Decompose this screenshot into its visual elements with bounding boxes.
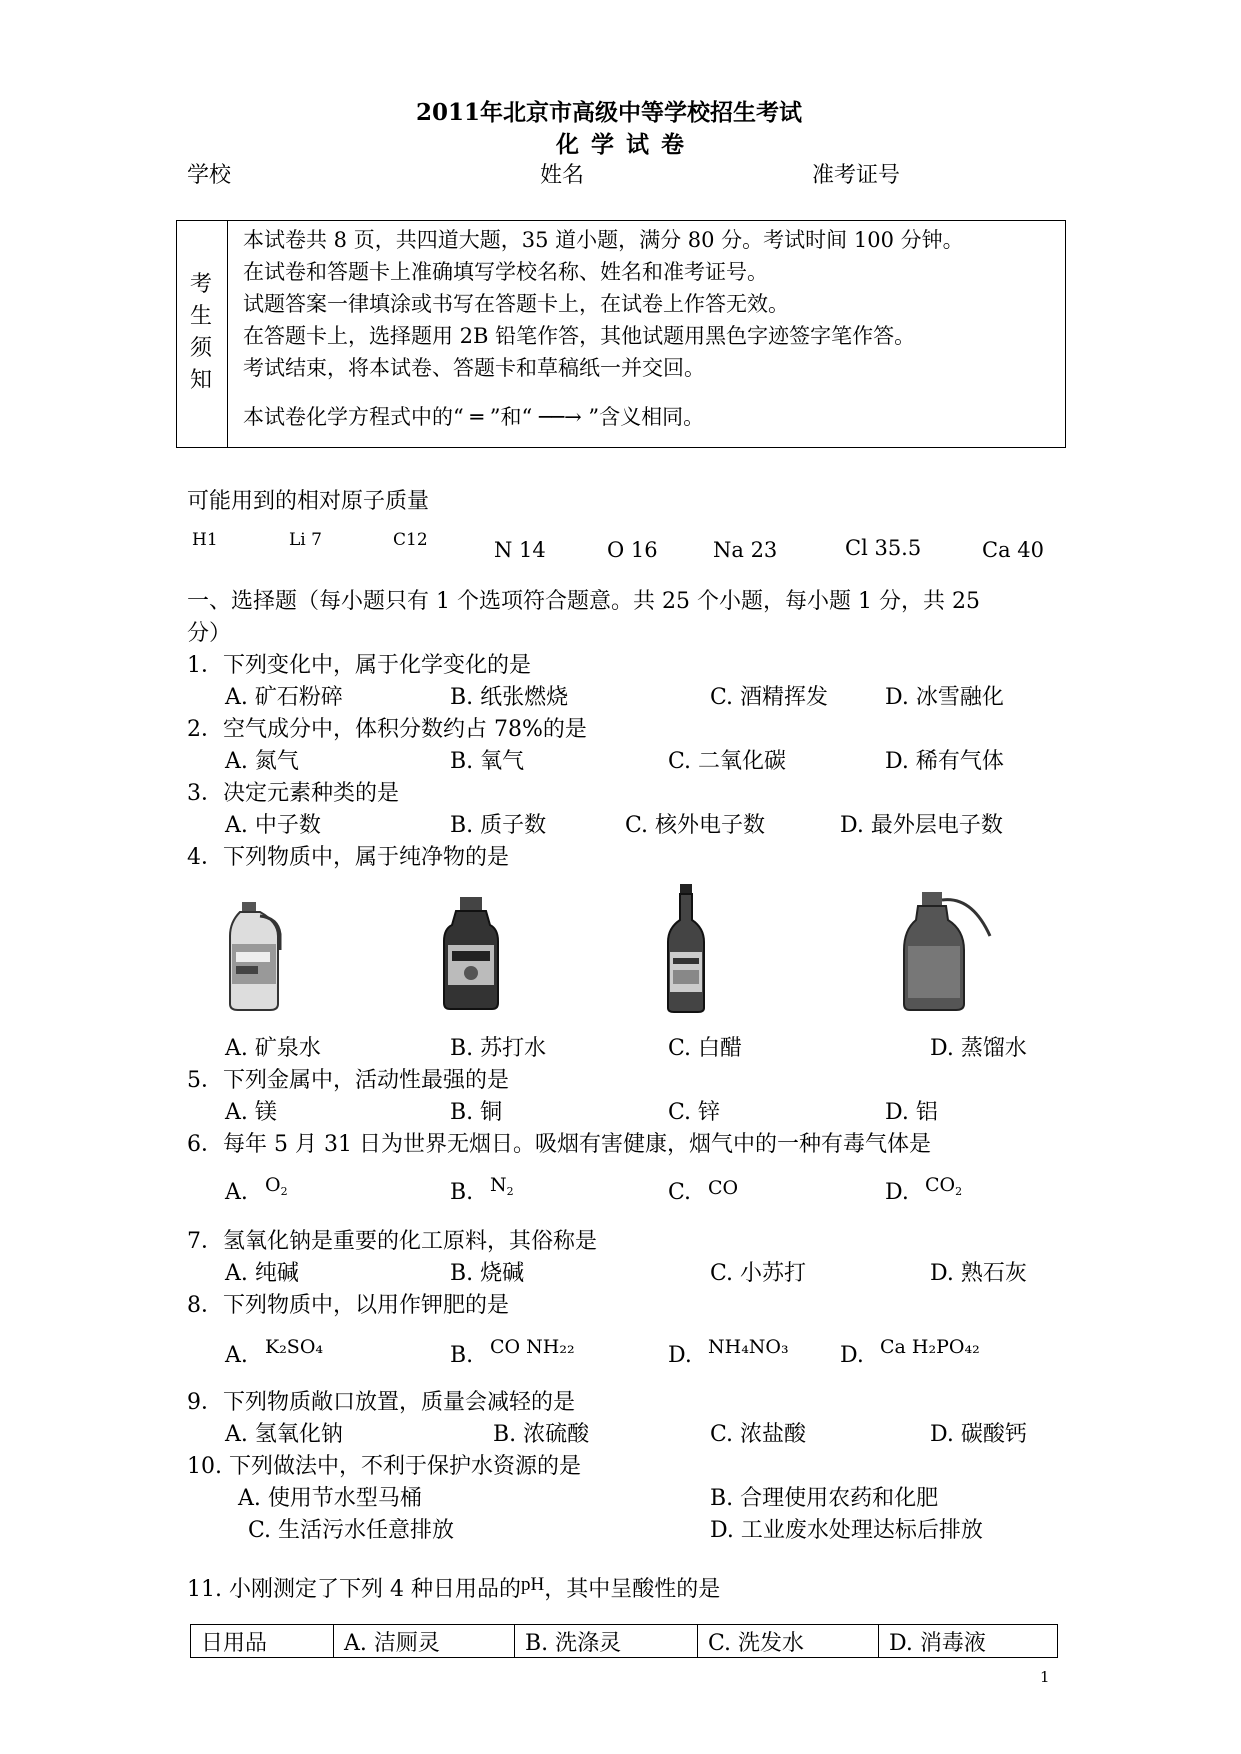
option-a: A. [225, 1343, 248, 1368]
option-d: D. 铝 [885, 1100, 938, 1125]
formula-nh4no3: NH₄NO₃ [708, 1336, 789, 1358]
option-d: D. 工业废水处理达标后排放 [710, 1518, 983, 1543]
notice-line: 试题答案一律填涂或书写在答题卡上，在试卷上作答无效。 [243, 292, 789, 316]
option-c: C. 酒精挥发 [710, 685, 829, 710]
option-b: B. 质子数 [450, 813, 547, 838]
option-a: A. 矿石粉碎 [225, 685, 343, 710]
distilled-water-bottle-image [902, 890, 994, 1014]
ticket-label: 准考证号 [812, 163, 901, 188]
formula-n2 [490, 1174, 514, 1198]
option-a: A. 纯碱 [225, 1261, 299, 1286]
notice-line: 本试卷共 8 页，共四道大题，35 道小题，满分 80 分。考试时间 100 分钟。 [243, 228, 964, 252]
notice-label-char: 知 [190, 368, 213, 393]
option-d: D. 碳酸钙 [930, 1422, 1027, 1447]
option-c: C. 小苏打 [710, 1261, 807, 1286]
question-stem-pre: 11. 小刚测定了下列 4 种日用品的 [187, 1577, 521, 1602]
ph-table [190, 1624, 1058, 1658]
notice-line: 在试卷和答题卡上准确填写学校名称、姓名和准考证号。 [243, 260, 768, 284]
table-cell: C. 洗发水 [698, 1625, 879, 1658]
question-stem: 8．下列物质中，以用作钾肥的是 [187, 1293, 509, 1318]
question-stem: 3．决定元素种类的是 [187, 781, 399, 806]
option-c: C. 锌 [668, 1100, 721, 1125]
question-stem: 6．每年 5 月 31 日为世界无烟日。吸烟有害健康，烟气中的一种有毒气体是 [187, 1132, 931, 1157]
ph-symbol: pH [520, 1574, 545, 1595]
formula-k2so4: K₂SO₄ [265, 1336, 324, 1358]
option-b: B. 纸张燃烧 [450, 685, 569, 710]
formula-main: N [490, 1174, 507, 1196]
question-stem [187, 1572, 720, 1603]
question-stem-post: ，其中呈酸性的是 [544, 1577, 721, 1602]
question-stem: 7．氢氧化钠是重要的化工原料，其俗称是 [187, 1229, 597, 1254]
table-cell: 日用品 [191, 1625, 334, 1658]
formula-main: O [265, 1174, 281, 1196]
question-stem: 5．下列金属中，活动性最强的是 [187, 1068, 509, 1093]
option-d: D. 冰雪融化 [885, 685, 1004, 710]
formula-subscript: 2 [955, 1185, 963, 1198]
soda-water-bottle-image [440, 895, 502, 1013]
exam-subtitle: 化 学 试 卷 [556, 131, 687, 158]
option-b: B. 烧碱 [450, 1261, 525, 1286]
option-b: B. 浓硫酸 [493, 1422, 590, 1447]
name-label: 姓名 [540, 163, 585, 188]
formula-co2 [925, 1174, 962, 1198]
atomic-mass-item: N 14 [494, 538, 546, 562]
question-stem: 1．下列变化中，属于化学变化的是 [187, 653, 531, 678]
page-number: 1 [1040, 1668, 1050, 1686]
notice-label-char: 须 [190, 336, 213, 361]
notice-box [176, 220, 1066, 448]
option-c: C. 二氧化碳 [668, 749, 787, 774]
mineral-water-bottle-image [222, 900, 284, 1012]
atomic-mass-item: Li 7 [289, 530, 322, 550]
option-d: D. [885, 1180, 909, 1205]
option-b: B. 氧气 [450, 749, 525, 774]
formula-co: CO [708, 1177, 739, 1199]
option-b: B. 铜 [450, 1100, 503, 1125]
formula-urea: CO NH₂₂ [490, 1336, 575, 1358]
section-heading: 一、选择题（每小题只有 1 个选项符合题意。共 25 个小题，每小题 1 分，共 25 [187, 589, 980, 614]
question-stem: 10. 下列做法中，不利于保护水资源的是 [187, 1454, 581, 1479]
atomic-mass-item: Na 23 [713, 538, 778, 562]
atomic-mass-item: O 16 [607, 538, 658, 562]
option-a: A. 氢氧化钠 [225, 1422, 343, 1447]
option-a: A. [225, 1180, 248, 1205]
option-d: D. 最外层电子数 [840, 813, 1003, 838]
formula-calcium-phosphate: Ca H₂PO₄₂ [880, 1336, 980, 1358]
formula-o2 [265, 1174, 288, 1198]
option-d: D. 稀有气体 [885, 749, 1004, 774]
table-cell: B. 洗涤灵 [515, 1625, 698, 1658]
question-stem: 4．下列物质中，属于纯净物的是 [187, 845, 509, 870]
option-a: A. 氮气 [225, 749, 299, 774]
option-a: A. 矿泉水 [225, 1036, 321, 1061]
atomic-mass-item: Cl 35.5 [845, 536, 922, 560]
formula-subscript: 2 [280, 1185, 288, 1198]
option-d: D. [840, 1343, 864, 1368]
option-a: A. 使用节水型马桶 [238, 1486, 422, 1511]
option-d: D. 蒸馏水 [930, 1036, 1027, 1061]
option-c: C. 核外电子数 [625, 813, 766, 838]
notice-label-char: 生 [190, 304, 213, 329]
option-b: B. [450, 1180, 474, 1205]
option-b: B. 合理使用农药和化肥 [710, 1486, 939, 1511]
notice-label [177, 221, 228, 447]
school-label: 学校 [187, 163, 232, 188]
option-b: B. 苏打水 [450, 1036, 547, 1061]
notice-line: 考试结束，将本试卷、答题卡和草稿纸一并交回。 [243, 356, 705, 380]
option-c: C. 浓盐酸 [710, 1422, 807, 1447]
option-b: B. [450, 1343, 474, 1368]
option-c: C. [668, 1180, 692, 1205]
option-a: A. 中子数 [225, 813, 321, 838]
atomic-mass-item: H1 [192, 530, 218, 550]
section-heading-cont: 分） [187, 621, 232, 646]
formula-subscript: 2 [506, 1185, 514, 1198]
option-c: D. [668, 1343, 692, 1368]
option-d: D. 熟石灰 [930, 1261, 1027, 1286]
notice-line: 在答题卡上，选择题用 2B 铅笔作答，其他试题用黑色字迹签字笔作答。 [243, 324, 916, 348]
table-row [191, 1625, 1058, 1658]
table-cell: A. 洁厕灵 [334, 1625, 515, 1658]
exam-title: 2011年北京市高级中等学校招生考试 [416, 99, 803, 126]
option-c: C. 白醋 [668, 1036, 743, 1061]
notice-equation-line: 本试卷化学方程式中的“ ═ ”和“ ──→ ”含义相同。 [243, 405, 705, 429]
atomic-mass-item: C12 [393, 530, 428, 550]
atomic-mass-item: Ca 40 [982, 538, 1044, 562]
question-stem: 2．空气成分中，体积分数约占 78%的是 [187, 717, 587, 742]
question-stem: 9．下列物质敞口放置，质量会减轻的是 [187, 1390, 575, 1415]
formula-main: CO [925, 1174, 956, 1196]
atomic-mass-heading: 可能用到的相对原子质量 [187, 489, 430, 514]
table-cell: D. 消毒液 [879, 1625, 1058, 1658]
notice-label-char: 考 [190, 272, 213, 297]
option-c: C. 生活污水任意排放 [248, 1518, 455, 1543]
option-a: A. 镁 [225, 1100, 277, 1125]
white-vinegar-bottle-image [664, 882, 708, 1014]
